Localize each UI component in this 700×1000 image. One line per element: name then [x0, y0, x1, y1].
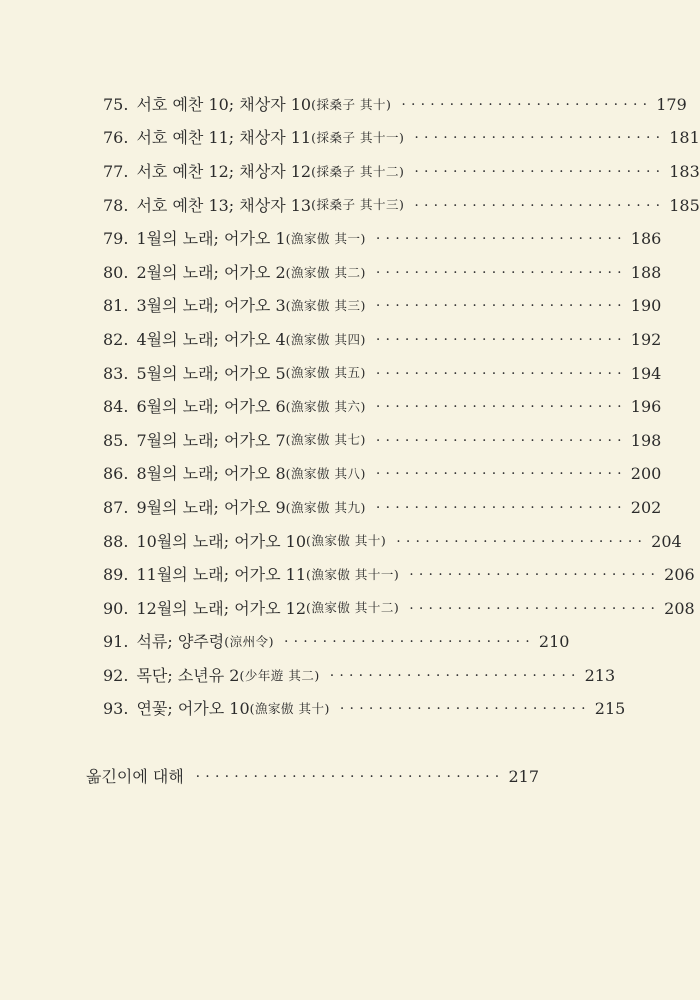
entry-hanja: (漁家傲 其二) — [285, 264, 366, 280]
dot-leader: ································ — [195, 768, 505, 785]
entry-title: 10월의 노래; 어가오 10 — [136, 531, 307, 551]
entry-page-number: 183 — [669, 161, 700, 181]
toc-appendix — [86, 760, 539, 794]
entry-page-number: 208 — [664, 598, 695, 618]
dot-leader: ·························· — [375, 231, 627, 248]
toc-entry — [103, 424, 662, 458]
entry-page-number: 196 — [630, 397, 662, 417]
entry-page-number: 186 — [630, 229, 662, 249]
entry-title: 서호 예찬 11; 채상자 11 — [136, 128, 312, 148]
toc-entry — [103, 357, 662, 391]
entry-title: 8월의 노래; 어가오 8 — [136, 464, 286, 484]
toc-entry — [103, 122, 700, 156]
entry-number: 77. — [103, 161, 129, 181]
entry-title: 서호 예찬 13; 채상자 13 — [136, 195, 312, 215]
entry-hanja: (採桑子 其十) — [311, 96, 392, 112]
entry-number: 78. — [103, 195, 129, 215]
entry-hanja: (漁家傲 其十) — [249, 701, 330, 717]
entry-number: 93. — [103, 699, 129, 719]
entry-page-number: 188 — [630, 262, 662, 282]
dot-leader: ·························· — [375, 432, 627, 449]
entry-title: 서호 예찬 10; 채상자 10 — [136, 94, 312, 114]
entry-hanja: (採桑子 其十一) — [311, 130, 405, 146]
toc-entry — [103, 592, 695, 626]
entry-title: 1월의 노래; 어가오 1 — [136, 229, 286, 249]
toc-entry — [103, 88, 687, 122]
entry-title: 3월의 노래; 어가오 3 — [136, 296, 286, 316]
entry-hanja: (採桑子 其十三) — [311, 197, 405, 213]
entry-title: 7월의 노래; 어가오 7 — [136, 430, 286, 450]
entry-page-number: 210 — [538, 632, 570, 652]
toc-entry — [103, 256, 662, 290]
entry-title: 목단; 소년유 2 — [136, 665, 240, 685]
dot-leader: ·························· — [375, 466, 627, 483]
entry-page-number: 213 — [584, 665, 616, 685]
entry-page-number: 202 — [630, 497, 662, 517]
entry-number: 85. — [103, 430, 129, 450]
entry-page-number: 190 — [630, 296, 662, 316]
dot-leader: ·························· — [401, 96, 653, 113]
entry-title: 6월의 노래; 어가오 6 — [136, 397, 286, 417]
toc-entry — [103, 189, 700, 223]
entry-page-number: 198 — [630, 430, 662, 450]
toc-entry — [103, 222, 662, 256]
toc-entry — [103, 290, 662, 324]
dot-leader: ·························· — [375, 399, 627, 416]
toc-entry — [103, 390, 662, 424]
entry-title: 옮긴이에 대해 — [86, 766, 184, 786]
dot-leader: ·························· — [396, 533, 648, 550]
entry-number: 79. — [103, 229, 129, 249]
entry-title: 9월의 노래; 어가오 9 — [136, 497, 286, 517]
entry-number: 92. — [103, 665, 129, 685]
entry-page-number: 179 — [656, 94, 687, 114]
entry-hanja: (漁家傲 其一) — [285, 230, 366, 246]
entry-title: 2월의 노래; 어가오 2 — [136, 262, 286, 282]
dot-leader: ·························· — [329, 667, 581, 684]
entry-title: 5월의 노래; 어가오 5 — [136, 363, 286, 383]
toc-entry — [103, 491, 662, 525]
toc-entry — [103, 558, 695, 592]
entry-page-number: 206 — [664, 565, 695, 585]
entry-hanja: (漁家傲 其九) — [285, 499, 366, 515]
entry-hanja: (漁家傲 其三) — [285, 298, 366, 314]
entry-hanja: (漁家傲 其八) — [285, 466, 366, 482]
dot-leader: ·························· — [375, 298, 627, 315]
dot-leader: ·························· — [409, 600, 661, 617]
toc-entry — [103, 458, 662, 492]
entry-title: 석류; 양주령 — [136, 632, 225, 652]
entry-number: 90. — [103, 598, 129, 618]
entry-hanja: (漁家傲 其十) — [306, 533, 387, 549]
entry-hanja: (漁家傲 其十二) — [306, 600, 400, 616]
entry-number: 91. — [103, 632, 129, 652]
dot-leader: ·························· — [375, 499, 627, 516]
entry-page-number: 215 — [594, 699, 626, 719]
toc-entry — [103, 693, 626, 727]
toc-entry — [103, 626, 570, 660]
entry-number: 75. — [103, 94, 129, 114]
entry-title: 11월의 노래; 어가오 11 — [136, 565, 307, 585]
dot-leader: ·························· — [375, 264, 627, 281]
entry-page-number: 181 — [669, 128, 700, 148]
toc-entry-translator — [86, 760, 539, 794]
entry-title: 4월의 노래; 어가오 4 — [136, 329, 286, 349]
entry-hanja: (採桑子 其十二) — [311, 163, 405, 179]
entry-hanja: (漁家傲 其五) — [285, 365, 366, 381]
dot-leader: ·························· — [375, 365, 627, 382]
dot-leader: ·························· — [375, 331, 627, 348]
dot-leader: ·························· — [283, 634, 535, 651]
entry-number: 80. — [103, 262, 129, 282]
dot-leader: ·························· — [414, 130, 666, 147]
dot-leader: ·························· — [409, 567, 661, 584]
entry-hanja: (涼州令) — [224, 634, 274, 650]
entry-page-number: 185 — [669, 195, 700, 215]
entry-title: 연꽃; 어가오 10 — [136, 699, 250, 719]
entry-title: 12월의 노래; 어가오 12 — [136, 598, 307, 618]
entry-page-number: 204 — [651, 531, 682, 551]
entry-number: 88. — [103, 531, 129, 551]
entry-page-number: 217 — [508, 766, 539, 786]
entry-number: 81. — [103, 296, 129, 316]
entry-number: 86. — [103, 464, 129, 484]
dot-leader: ·························· — [414, 197, 666, 214]
entry-page-number: 192 — [630, 329, 662, 349]
entry-number: 82. — [103, 329, 129, 349]
entry-hanja: (少年遊 其二) — [239, 667, 320, 683]
entry-number: 84. — [103, 397, 129, 417]
toc-entry — [103, 155, 700, 189]
dot-leader: ·························· — [339, 701, 591, 718]
entry-hanja: (漁家傲 其十一) — [306, 566, 400, 582]
entry-hanja: (漁家傲 其四) — [285, 331, 366, 347]
dot-leader: ·························· — [414, 163, 666, 180]
entry-hanja: (漁家傲 其六) — [285, 398, 366, 414]
entry-hanja: (漁家傲 其七) — [285, 432, 366, 448]
entry-page-number: 194 — [630, 363, 662, 383]
entry-number: 83. — [103, 363, 129, 383]
entry-page-number: 200 — [630, 464, 662, 484]
table-of-contents — [103, 88, 700, 726]
entry-number: 89. — [103, 565, 129, 585]
toc-entry — [103, 323, 662, 357]
toc-entry — [103, 525, 682, 559]
toc-entry — [103, 659, 616, 693]
entry-number: 87. — [103, 497, 129, 517]
entry-number: 76. — [103, 128, 129, 148]
entry-title: 서호 예찬 12; 채상자 12 — [136, 161, 312, 181]
